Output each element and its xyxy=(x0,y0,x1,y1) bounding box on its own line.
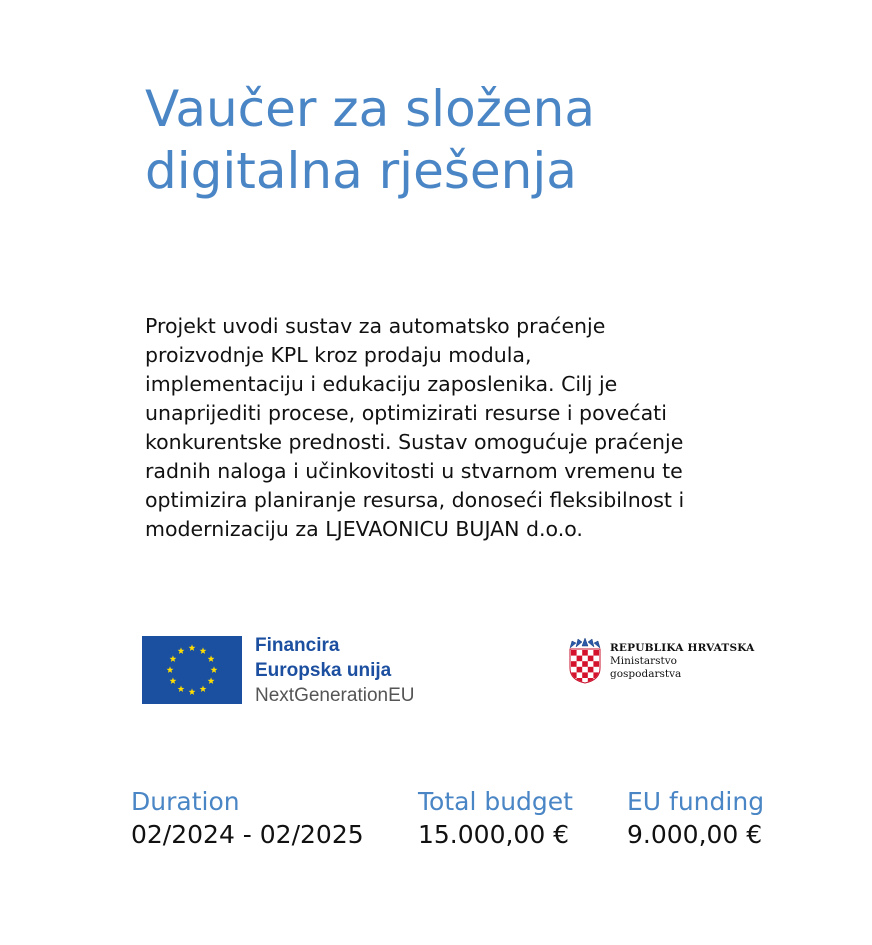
checker-square xyxy=(571,650,577,656)
checker-square xyxy=(577,656,583,662)
checker-square xyxy=(588,667,594,673)
ministry-text xyxy=(610,642,754,681)
checker-square xyxy=(593,661,599,667)
checker-square xyxy=(582,661,588,667)
description-line: optimizira planiranje resursa, donoseći fleksibilnost i xyxy=(145,488,685,512)
description-line: proizvodnje KPL kroz prodaju modula, xyxy=(145,343,532,367)
project-description xyxy=(145,312,785,544)
title-line-2: digitalna rješenja xyxy=(145,142,577,200)
crown xyxy=(570,638,600,648)
eu-funding-value: 9.000,00 € xyxy=(627,820,763,849)
checker-square xyxy=(588,656,594,662)
checker-square xyxy=(582,672,588,678)
page-title xyxy=(145,78,845,202)
total-budget-label: Total budget xyxy=(418,787,573,816)
eu-funding-logo-text xyxy=(255,633,414,708)
eu-logo-line-2: Europska unija xyxy=(255,660,392,681)
ministry-line-1: REPUBLIKA HRVATSKA xyxy=(610,642,755,654)
eu-logo-line-3: NextGenerationEU xyxy=(255,685,415,706)
ministry-line-2: Ministarstvo xyxy=(610,655,677,667)
title-line-1: Vaučer za složena xyxy=(145,80,595,138)
eu-flag-icon xyxy=(142,636,242,704)
checker-square xyxy=(582,650,588,656)
description-line: unaprijediti procese, optimizirati resurse i povećati xyxy=(145,401,667,425)
total-budget-stat xyxy=(418,786,573,852)
ministry-line-3: gospodarstva xyxy=(610,668,682,680)
checker-square xyxy=(571,661,577,667)
eu-logo-line-1: Financira xyxy=(255,635,340,656)
eu-funding-stat xyxy=(627,786,764,852)
duration-label: Duration xyxy=(131,787,240,816)
checker-square xyxy=(593,650,599,656)
checker-square xyxy=(577,667,583,673)
duration-value: 02/2024 - 02/2025 xyxy=(131,820,364,849)
duration-stat xyxy=(131,786,364,852)
total-budget-value: 15.000,00 € xyxy=(418,820,570,849)
croatian-coat-of-arms-icon xyxy=(568,638,602,684)
description-line: Projekt uvodi sustav za automatsko praćenje xyxy=(145,314,606,338)
eu-funding-label: EU funding xyxy=(627,787,765,816)
description-line: konkurentske prednosti. Sustav omogućuje praćenje xyxy=(145,430,684,454)
description-line: radnih naloga i učinkovitosti u stvarnom vremenu te xyxy=(145,459,683,483)
description-line: modernizaciju za LJEVAONICU BUJAN d.o.o. xyxy=(145,517,583,541)
description-line: implementaciju i edukaciju zaposlenika. Cilj je xyxy=(145,372,618,396)
